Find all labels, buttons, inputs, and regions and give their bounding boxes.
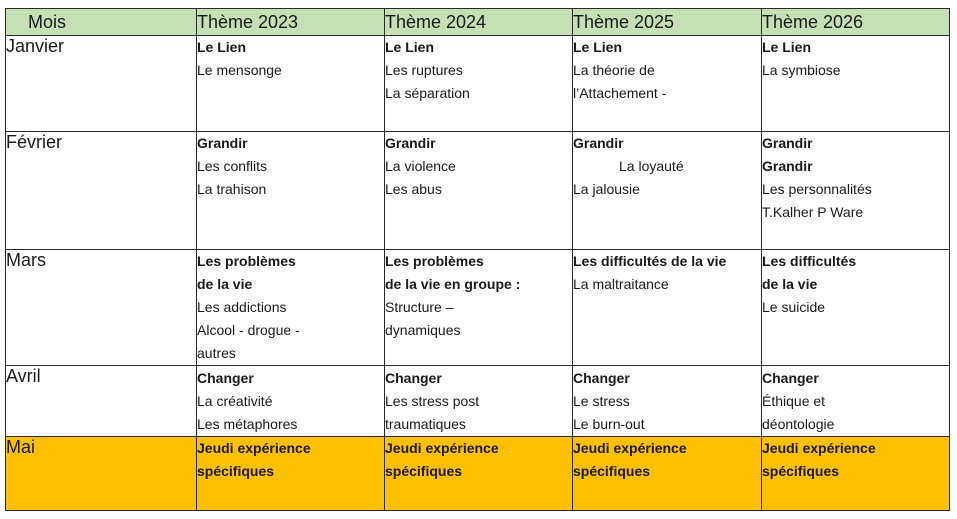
theme-cell	[197, 366, 385, 437]
month-cell: Mars	[6, 250, 197, 366]
theme-heading: de la vie en groupe :	[385, 276, 521, 292]
theme-topic: Les stress post	[385, 393, 480, 409]
theme-heading: Changer	[197, 370, 254, 386]
theme-topic: Les addictions	[197, 299, 287, 315]
theme-topic: Les ruptures	[385, 62, 463, 78]
table-row	[6, 437, 950, 511]
theme-topic: T.Kalher P Ware	[762, 204, 864, 220]
table-row	[6, 250, 950, 366]
theme-topic: Les personnalités	[762, 181, 872, 197]
theme-heading: Les problèmes	[197, 253, 296, 269]
theme-cell	[762, 36, 950, 132]
theme-topic: La loyauté	[619, 158, 684, 174]
table-row	[6, 36, 950, 132]
theme-heading: spécifiques	[385, 463, 463, 479]
theme-topic: déontologie	[762, 416, 835, 432]
theme-cell	[573, 366, 762, 437]
theme-cell	[573, 437, 762, 511]
theme-heading: Changer	[385, 370, 442, 386]
theme-cell	[385, 437, 573, 511]
theme-heading: Grandir	[762, 158, 813, 174]
theme-topic: traumatiques	[385, 416, 466, 432]
theme-topic: Le burn-out	[573, 416, 645, 432]
theme-heading: Le Lien	[573, 39, 623, 55]
theme-topic: Éthique et	[762, 393, 826, 409]
theme-topic: Le mensonge	[197, 62, 282, 78]
theme-topic: La symbiose	[762, 62, 841, 78]
theme-topic: Le suicide	[762, 299, 826, 315]
theme-topic: La maltraitance	[573, 276, 669, 292]
theme-topic: l’Attachement -	[573, 85, 667, 101]
theme-heading: Grandir	[385, 135, 436, 151]
theme-heading: Changer	[762, 370, 819, 386]
theme-topic: La trahison	[197, 181, 267, 197]
theme-cell	[385, 36, 573, 132]
theme-heading: Changer	[573, 370, 630, 386]
theme-topic: Structure –	[385, 299, 454, 315]
theme-heading: spécifiques	[197, 463, 275, 479]
theme-topic: La séparation	[385, 85, 470, 101]
theme-schedule-table	[5, 8, 950, 511]
theme-heading: de la vie	[197, 276, 253, 292]
theme-heading: Jeudi expérience	[762, 440, 876, 456]
theme-heading: Jeudi expérience	[385, 440, 499, 456]
theme-cell	[197, 36, 385, 132]
theme-cell	[197, 250, 385, 366]
theme-topic: Alcool - drogue -	[197, 322, 300, 338]
table-row	[6, 366, 950, 437]
theme-cell	[573, 36, 762, 132]
theme-topic: Les abus	[385, 181, 442, 197]
month-cell: Avril	[6, 366, 197, 437]
theme-topic: Les métaphores	[197, 416, 298, 432]
header-theme-2023: Thème 2023	[197, 9, 385, 36]
theme-topic: autres	[197, 345, 236, 361]
header-row	[6, 9, 950, 36]
theme-heading: Grandir	[197, 135, 248, 151]
theme-cell	[762, 132, 950, 250]
header-theme-2026: Thème 2026	[762, 9, 950, 36]
theme-cell	[573, 132, 762, 250]
theme-topic: La jalousie	[573, 181, 640, 197]
theme-cell	[762, 437, 950, 511]
theme-heading: Les difficultés	[762, 253, 857, 269]
theme-heading: Les problèmes	[385, 253, 484, 269]
theme-cell	[762, 366, 950, 437]
theme-topic: La théorie de	[573, 62, 655, 78]
header-mois: Mois	[6, 9, 197, 36]
theme-heading: de la vie	[762, 276, 818, 292]
theme-cell	[385, 366, 573, 437]
theme-topic: dynamiques	[385, 322, 461, 338]
theme-heading: spécifiques	[573, 463, 651, 479]
theme-heading: Le Lien	[385, 39, 435, 55]
theme-topic: Les conflits	[197, 158, 268, 174]
theme-heading: Le Lien	[762, 39, 812, 55]
theme-cell	[573, 250, 762, 366]
table-row	[6, 132, 950, 250]
table-body	[6, 36, 950, 511]
theme-topic: La créativité	[197, 393, 273, 409]
theme-heading: Les difficultés de la vie	[573, 253, 727, 269]
header-theme-2024: Thème 2024	[385, 9, 573, 36]
theme-heading: spécifiques	[762, 463, 840, 479]
month-cell: Janvier	[6, 36, 197, 132]
theme-topic: La violence	[385, 158, 456, 174]
theme-heading: Le Lien	[197, 39, 247, 55]
theme-cell	[762, 250, 950, 366]
theme-cell	[385, 132, 573, 250]
theme-cell	[197, 437, 385, 511]
theme-heading: Jeudi expérience	[573, 440, 687, 456]
header-theme-2025: Thème 2025	[573, 9, 762, 36]
theme-cell	[197, 132, 385, 250]
month-cell: Mai	[6, 437, 197, 511]
month-cell: Février	[6, 132, 197, 250]
theme-heading: Jeudi expérience	[197, 440, 311, 456]
theme-heading: Grandir	[573, 135, 624, 151]
theme-cell	[385, 250, 573, 366]
theme-heading: Grandir	[762, 135, 813, 151]
theme-topic: Le stress	[573, 393, 630, 409]
